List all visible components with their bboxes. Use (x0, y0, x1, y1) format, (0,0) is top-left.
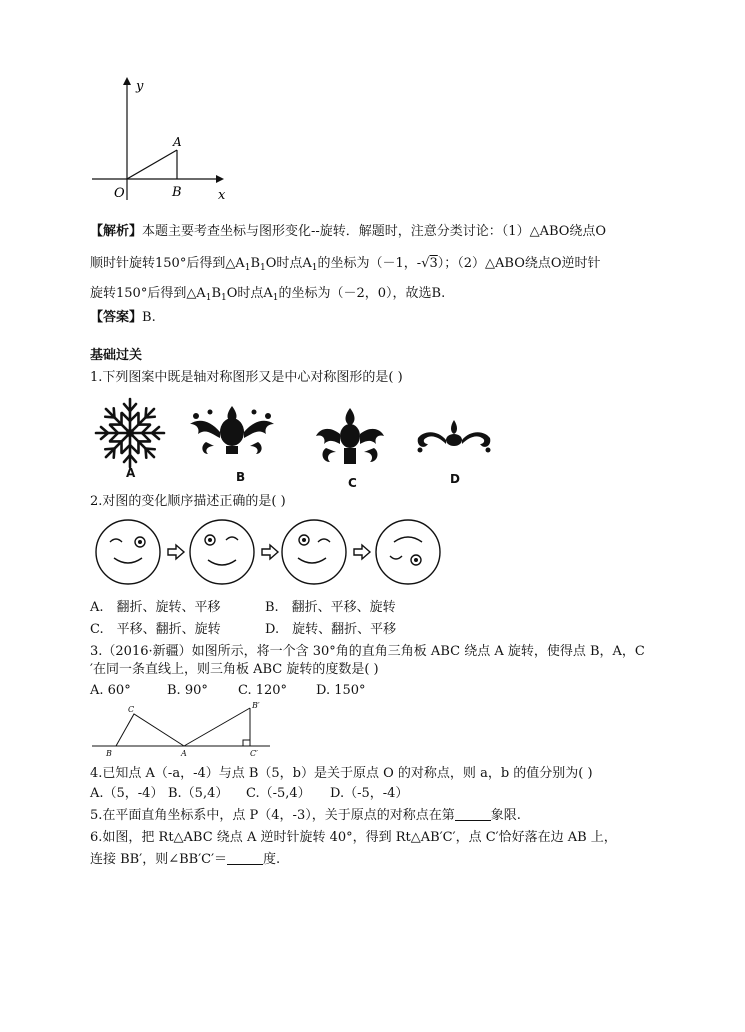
fig-label-c: C (128, 705, 135, 714)
q4-option-b: B.（5,4） (168, 786, 229, 801)
fig-label-b: B (106, 749, 112, 758)
fig-label-b-prime: B′ (252, 701, 260, 710)
q1-stem: 1.下列图案中既是轴对称图形又是中心对称图形的是( ) (90, 370, 403, 385)
q2-stem: 2.对图的变化顺序描述正确的是( ) (90, 494, 286, 509)
q4-option-a: A.（5，-4） (90, 786, 164, 801)
y-axis-label: y (136, 79, 144, 94)
pattern-b-label: B (236, 470, 246, 484)
q4-option-d: D.（-5，-4） (330, 786, 409, 801)
q3-option-c: C. 120° (238, 683, 288, 698)
pattern-a-label: A (126, 466, 136, 480)
analysis-tag: 【解析】 (90, 224, 143, 239)
pattern-a-snowflake-image (92, 395, 168, 471)
origin-label: O (114, 186, 125, 201)
analysis-line-1: 【解析】本题主要考查坐标与图形变化--旋转．解题时，注意分类讨论：（1）△ABO绕点O (90, 224, 607, 239)
fig-label-c-prime: C′ (250, 749, 258, 758)
pattern-b-image (186, 402, 278, 460)
q3-line-2: ′在同一条直线上，则三角板 ABC 旋转的度数是( ) (90, 662, 379, 677)
coordinate-figure (92, 72, 242, 207)
section-title: 基础过关 (90, 348, 143, 363)
point-a-label: A (173, 135, 182, 149)
q3-option-d: D. 150° (316, 683, 366, 698)
q6-line-2: 连接 BB′，则∠BB′C′＝ 度. (90, 852, 281, 867)
q5-answer-blank (455, 808, 491, 821)
q3-line-1: 3.（2016·新疆）如图所示，将一个含 30°角的直角三角板 ABC 绕点 A 旋转，使得点 B，A，C (90, 644, 645, 659)
pattern-d-image (412, 416, 496, 456)
q2-option-b: B. 翻折、平移、旋转 (265, 600, 396, 615)
face-sequence-figure (92, 516, 442, 588)
triangle-rotation-figure (92, 700, 272, 760)
q3-option-a: A. 60° (90, 683, 131, 698)
pattern-c-image (312, 406, 388, 468)
q6-answer-blank (227, 852, 263, 865)
y-axis-arrow-icon (123, 77, 131, 85)
q5-stem: 5.在平面直角坐标系中，点 P（4，-3），关于原点的对称点在第 象限. (90, 808, 521, 823)
x-axis-arrow-icon (216, 175, 224, 183)
answer-line: 【答案】B. (90, 310, 156, 325)
pattern-c-label: C (348, 476, 357, 490)
q2-option-c: C. 平移、翻折、旋转 (90, 622, 221, 637)
point-b-label: B (172, 185, 182, 200)
segment-oa (127, 150, 177, 179)
sqrt-symbol: √ (421, 256, 430, 271)
answer-tag: 【答案】 (90, 310, 143, 325)
q6-line-1: 6.如图，把 Rt△ABC 绕点 A 逆时针旋转 40°，得到 Rt△AB′C′，点 C′恰好落在边 AB 上， (90, 830, 617, 845)
q2-option-a: A. 翻折、旋转、平移 (90, 600, 221, 615)
q2-option-d: D. 旋转、翻折、平移 (265, 622, 397, 637)
q4-stem: 4.已知点 A（-a，-4）与点 B（5，b）是关于原点 O 的对称点，则 a，b 的值分别为( ) (90, 766, 593, 781)
analysis-line-3: 旋转150°后得到$\triangle A_1B_1O$时点$A_1$的坐标为（－2，0），故选B. (90, 286, 446, 303)
analysis-line-2: 顺时针旋转150°后得到$\triangle A_1B_1O$时点$A_1$的坐标为（－1，-√3）；（2）△ABO绕点O逆时针 (90, 256, 601, 273)
pattern-d-label: D (450, 472, 460, 486)
q3-option-b: B. 90° (167, 683, 208, 698)
fig-label-a: A (181, 749, 187, 758)
q4-option-c: C.（-5,4） (246, 786, 311, 801)
x-axis-label: x (218, 188, 226, 203)
